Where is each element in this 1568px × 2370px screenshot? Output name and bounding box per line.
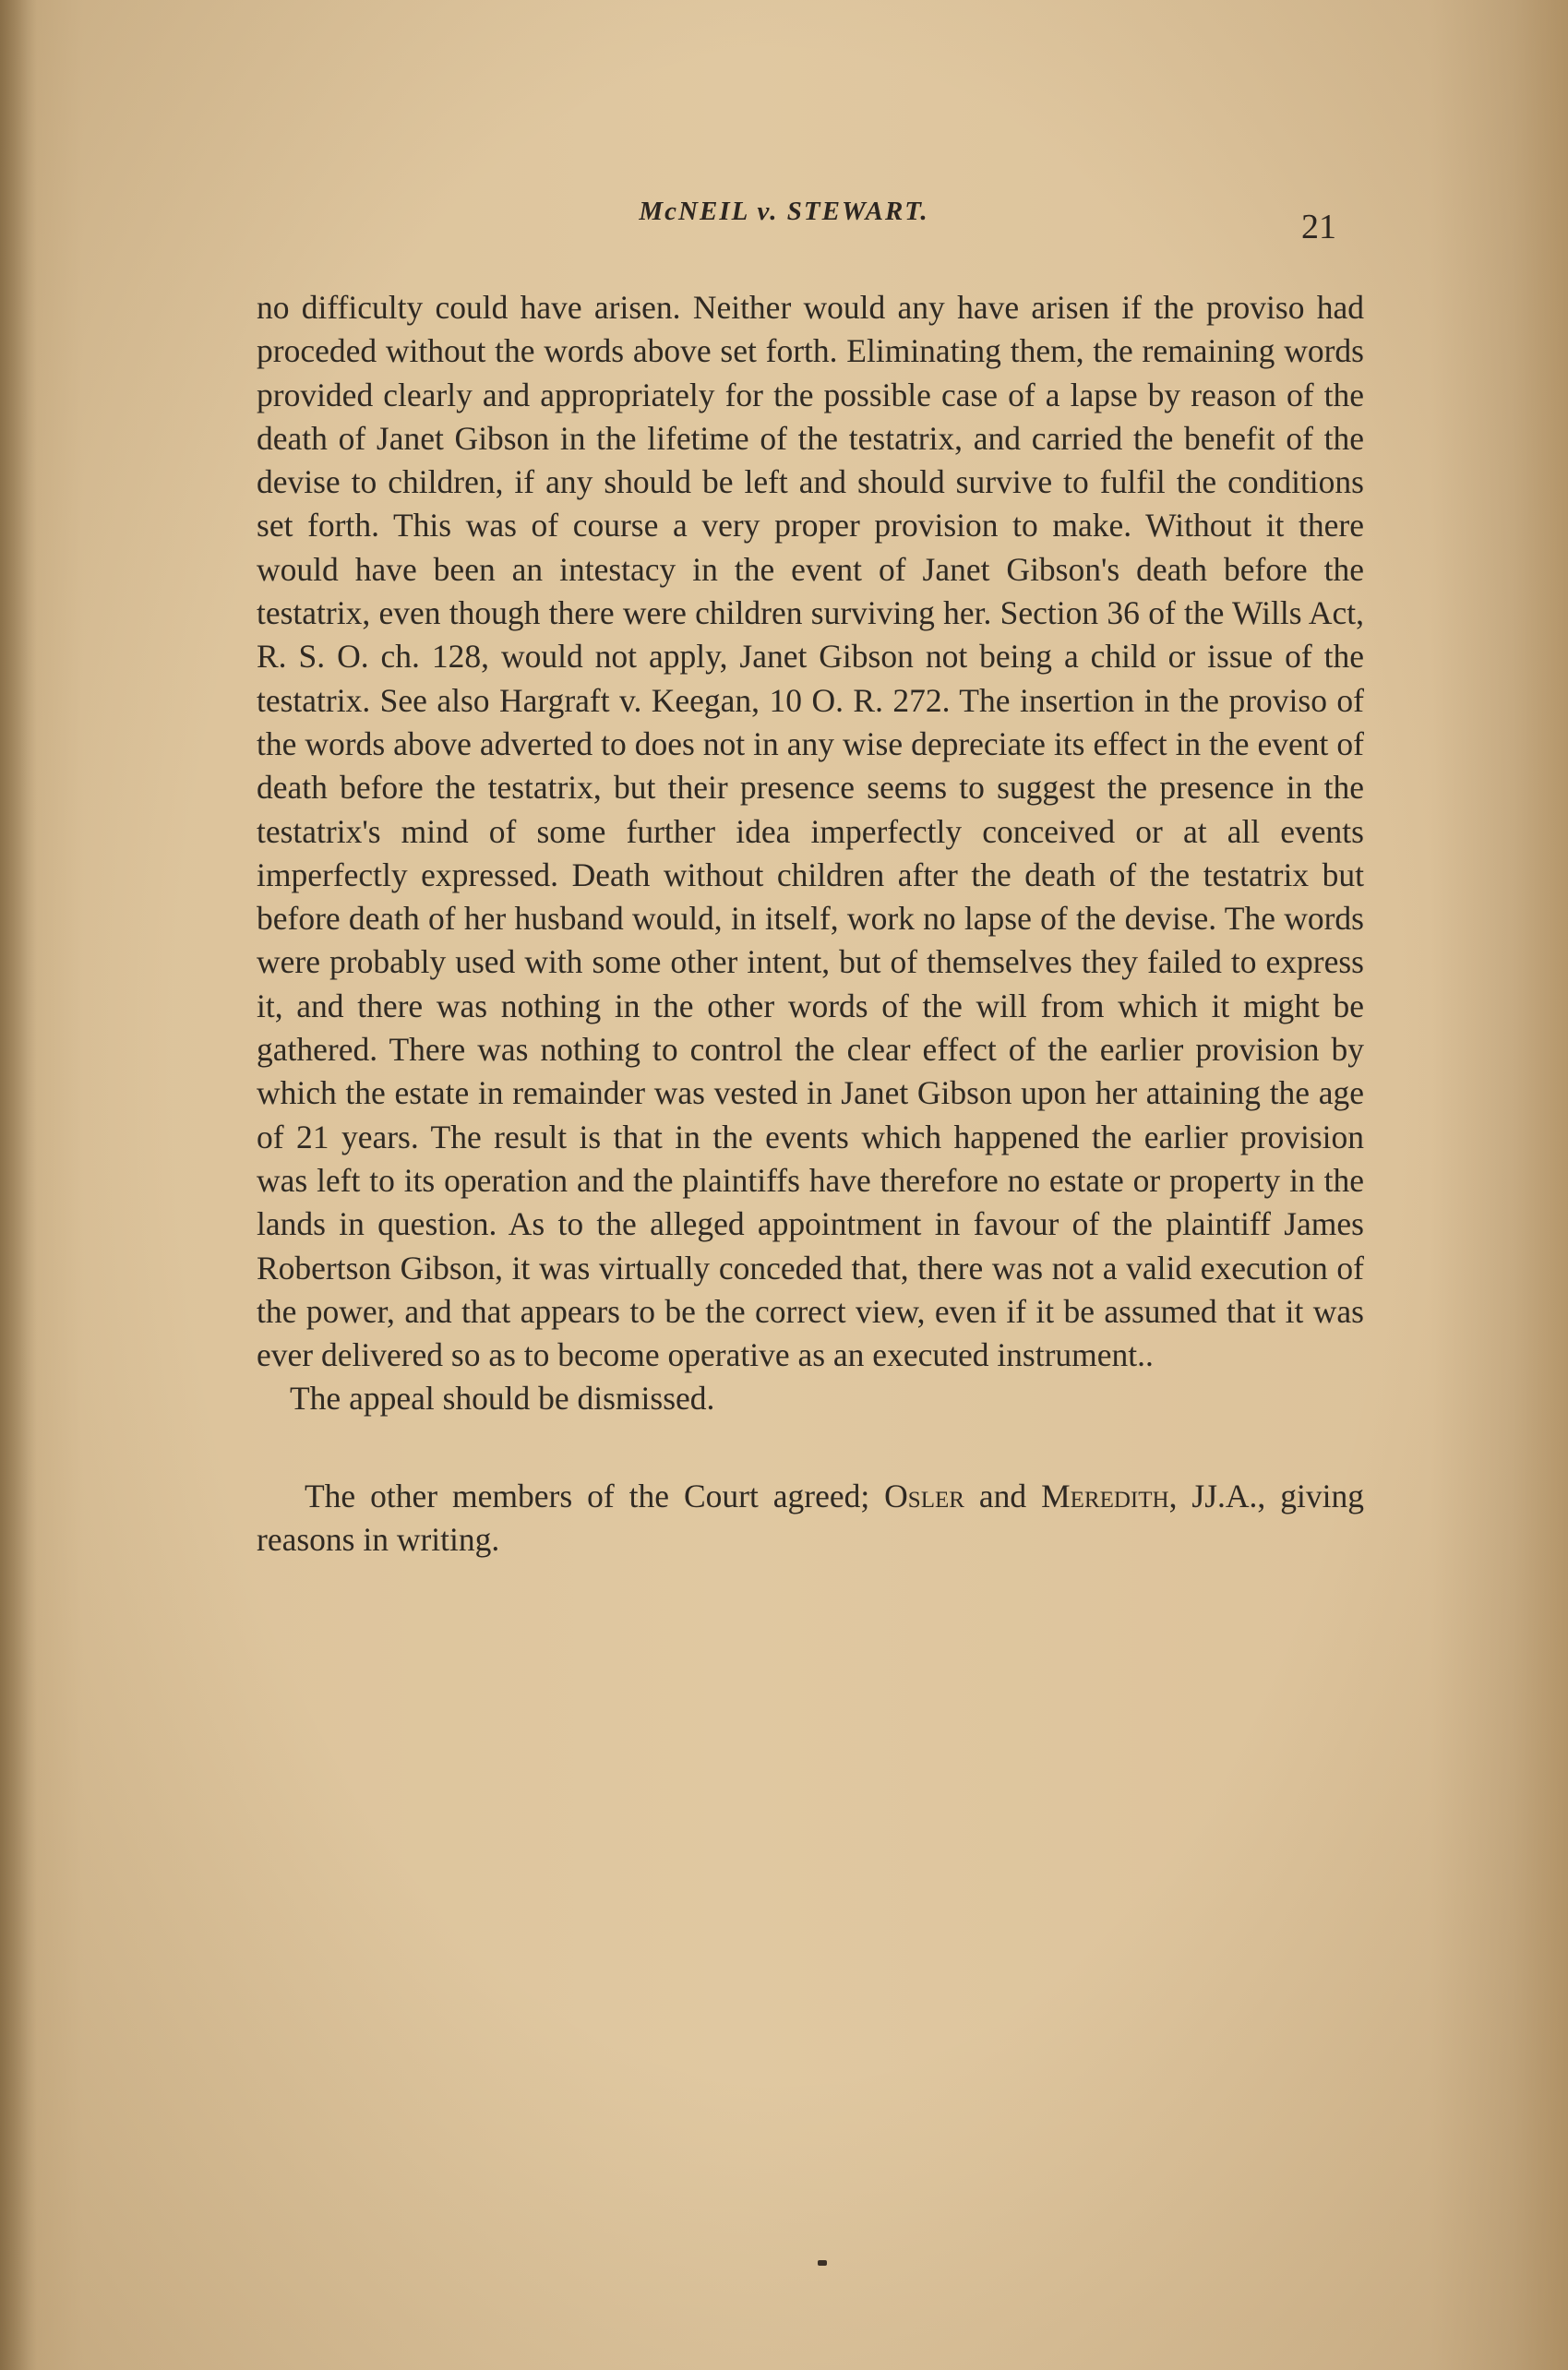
paragraph-conclusion: The appeal should be dismissed. <box>290 1380 715 1418</box>
judge-name-meredith: Meredith <box>1041 1477 1169 1514</box>
binding-shadow <box>0 0 37 2370</box>
ink-speck <box>818 2260 827 2266</box>
judge-name-osler: Osler <box>884 1477 964 1514</box>
agreement-and: and <box>964 1477 1042 1514</box>
agreement-prefix: The other members of the Court agreed; <box>305 1477 885 1514</box>
running-header-title: McNEIL v. STEWART. <box>639 197 929 226</box>
paragraph-main: no difficulty could have arisen. Neither would any have arisen if the proviso had proceded without the words above set forth. Eliminating them, the remaining words provided clearly and appropriately for the possible case of a lapse by reason of the death of Janet Gibson in the lifetime of the testatrix, and carried the benefit of the devise to children, if any should be left and should survive to fulfil the conditions set forth. This was of course a very proper provision to make. Without it there would have been an intestacy in the event of Janet Gibson's death before the testatrix, even though there were children surviving her. Section 36 of the Wills Act, R. S. O. ch. 128, would not apply, Janet Gibson not being a child or issue of the testatrix. See also Hargraft v. Keegan, 10 O. R. 272. The insertion in the proviso of the words above adverted to does not in any wise depreciate its effect in the event of death before the testatrix, but their presence seems to suggest the presence in the testatrix's mind of some further idea imperfectly conceived or at all events imperfectly expressed. Death without children after the death of the testatrix but before death of her husband would, in itself, work no lapse of the devise. The words were probably used with some other intent, but of themselves they failed to express it, and there was nothing in the other words of the will from which it might be gathered. There was nothing to control the clear effect of the earlier provision by which the estate in remainder was vested in Janet Gibson upon her attaining the age of 21 years. The result is that in the events which happened the earlier provision was left to its operation and the plaintiffs have therefore no estate or property in the lands in question. As to the alleged appointment in favour of the plaintiff James Robertson Gibson, it was virtually conceded that, there was not a valid execution of the power, and that appears to be the correct view, even if it be assumed that it was ever delivered so as to become operative as an executed instrument.. <box>257 289 1364 1374</box>
page-number: 21 <box>1301 208 1336 246</box>
body-text <box>257 286 1364 1562</box>
agreement-suffix: , JJ.A., giving reasons in writing. <box>257 1477 1364 1559</box>
paragraph-agreement <box>257 1475 1364 1562</box>
